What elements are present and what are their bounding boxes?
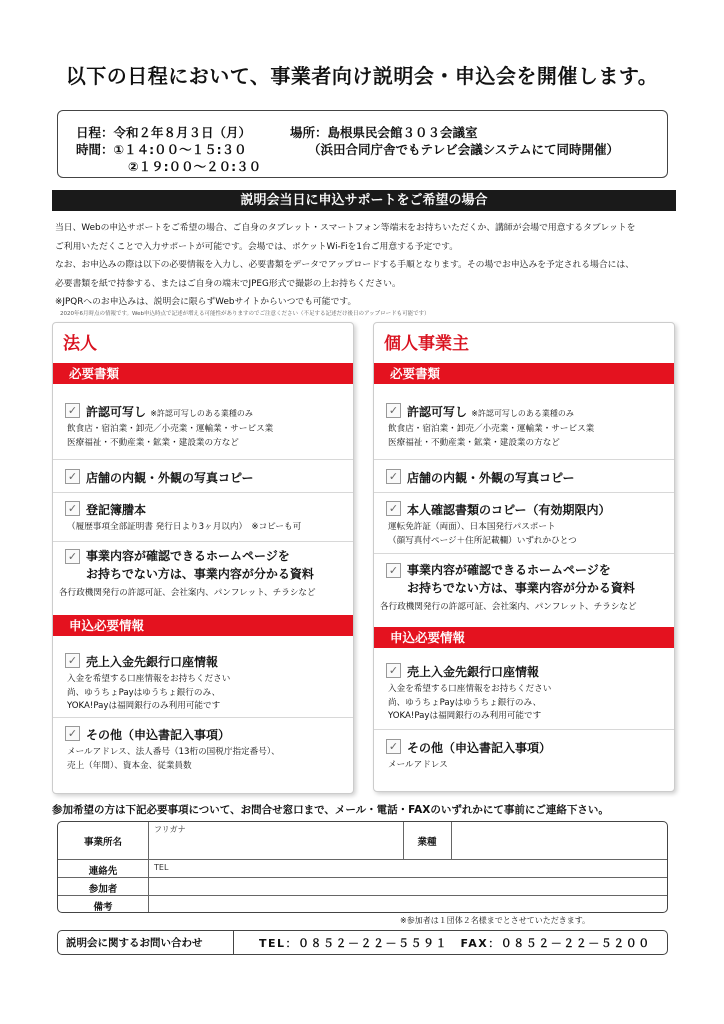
item-detail: 各行政機関発行の許認可証、会社案内、パンフレット、チラシなど bbox=[59, 588, 316, 598]
item-detail: 飲食店・宿泊業・卸売／小売業・運輸業・サービス業 bbox=[388, 424, 595, 434]
attendee-note: ※参加者は１団体２名様までとさせていただきます。 bbox=[400, 916, 591, 925]
industry-label: 業種 bbox=[417, 837, 437, 848]
item-detail: 尚、ゆうちょPayはゆうちょ銀行のみ、 bbox=[388, 697, 542, 708]
item-title: その他（申込書記入事項） bbox=[86, 728, 231, 742]
item-detail: メールアドレス、法人番号（13桁の国税庁指定番号）、 bbox=[67, 747, 280, 757]
time-slot-1: ①１４:００～１５:３０ bbox=[113, 142, 247, 157]
item-detail: YOKA!Payは福岡銀行のみ利用可能です bbox=[67, 701, 221, 711]
item-detail: （履歴事項全部証明書 発行日より3ヶ月以内） ※コピーも可 bbox=[67, 522, 302, 532]
divider bbox=[53, 541, 353, 542]
item-title-line2: お持ちでない方は、事業内容が分かる資料 bbox=[86, 567, 314, 581]
attendee-label: 参加者 bbox=[88, 884, 118, 895]
support-line: なお、お申込みの際は以下の必要情報を入力し、必要書類をデータでアップロードする手順となります。その場でお申込みを予定される場合には、 bbox=[55, 260, 635, 270]
inquiry-label: 説明会に関するお問い合わせ bbox=[66, 937, 203, 949]
item-title: その他（申込書記入事項） bbox=[407, 741, 552, 755]
registration-form bbox=[57, 821, 668, 913]
individual-title: 個人事業主 bbox=[384, 334, 469, 354]
support-heading: 説明会当日に申込サポートをご希望の場合 bbox=[52, 190, 676, 211]
item-title: 店舗の内観・外観の写真コピー bbox=[86, 471, 254, 485]
item-detail: メールアドレス bbox=[388, 760, 448, 770]
divider bbox=[58, 895, 668, 896]
item-title: 許認可写し bbox=[407, 405, 468, 419]
page-title: 以下の日程において、事業者向け説明会・申込会を開催します。 bbox=[65, 64, 659, 88]
item-title-line2: お持ちでない方は、事業内容が分かる資料 bbox=[407, 581, 635, 595]
inquiry-contact: TEL：０８５２－２２－５５９１ FAX：０８５２－２２－５２００ bbox=[259, 937, 651, 950]
divider bbox=[58, 859, 668, 860]
item-title: 事業内容が確認できるホームページを bbox=[407, 563, 611, 577]
corp-info-heading: 申込必要情報 bbox=[53, 615, 353, 636]
small-note: 2020年6月時点の情報です。Web申込時点で記述が増える可能性がありますのでご注意ください（不足する記述だけ後日のアップロードも可能です） bbox=[60, 311, 430, 317]
divider bbox=[374, 459, 674, 460]
individual-card bbox=[373, 322, 675, 792]
support-line: 当日、Webの申込サポートをご希望の場合、ご自身のタブレット・スマートフォン等端末をお持ちいただくか、講師が会場で用意するタブレットを bbox=[55, 223, 636, 233]
item-note: ※許認可写しのある業種のみ bbox=[150, 409, 253, 418]
place-note: （浜田合同庁舎でもテレビ会議システムにて同時開催） bbox=[308, 142, 620, 157]
support-line: ※JPQRへのお申込みは、説明会に限らずWebサイトからいつでも可能です。 bbox=[55, 297, 357, 307]
divider bbox=[148, 822, 149, 913]
schedule-date: 日程：令和２年８月３日（月） bbox=[76, 125, 252, 140]
schedule-box bbox=[57, 110, 668, 178]
checkbox-icon: ✓ bbox=[65, 469, 80, 484]
remarks-label: 備考 bbox=[93, 902, 113, 913]
item-title: 登記簿謄本 bbox=[86, 503, 147, 517]
divider bbox=[53, 459, 353, 460]
contact-label: 連絡先 bbox=[88, 866, 118, 877]
ind-docs-heading: 必要書類 bbox=[374, 363, 674, 384]
checkbox-icon: ✓ bbox=[386, 663, 401, 678]
divider bbox=[53, 717, 353, 718]
checkbox-icon: ✓ bbox=[386, 563, 401, 578]
contact-lead: 参加希望の方は下記必要事項について、お問合せ窓口まで、メール・電話・FAXのいずれかにて事前にご連絡下さい。 bbox=[52, 804, 609, 816]
ind-info-heading: 申込必要情報 bbox=[374, 627, 674, 648]
checkbox-icon: ✓ bbox=[386, 739, 401, 754]
corporation-title: 法人 bbox=[63, 334, 97, 354]
item-detail: （顔写真付ページ＋住所記載欄）いずれかひとつ bbox=[388, 535, 577, 546]
checkbox-icon: ✓ bbox=[65, 726, 80, 741]
time-slot-2: ②１９:００～２０:３０ bbox=[128, 159, 262, 174]
divider bbox=[233, 931, 234, 954]
item-detail: 入金を希望する口座情報をお持ちください bbox=[388, 684, 552, 694]
schedule-time-row bbox=[76, 141, 261, 158]
item-detail: 各行政機関発行の許認可証、会社案内、パンフレット、チラシなど bbox=[380, 602, 637, 612]
item-detail: 医療福祉・不動産業・鉱業・建設業の方など bbox=[67, 437, 239, 448]
inquiry-box bbox=[57, 930, 668, 955]
item-title: 事業内容が確認できるホームページを bbox=[86, 549, 290, 563]
divider bbox=[58, 877, 668, 878]
tel-label: TEL bbox=[154, 863, 169, 872]
divider bbox=[374, 492, 674, 493]
support-line: 必要書類を紙で持参する、またはご自身の端末でJPEG形式で撮影の上お持ちください。 bbox=[55, 278, 401, 289]
item-detail: 運転免許証（両面）、日本国発行パスポート bbox=[388, 522, 556, 532]
item-detail: 飲食店・宿泊業・卸売／小売業・運輸業・サービス業 bbox=[67, 424, 274, 434]
item-title: 本人確認書類のコピー（有効期限内） bbox=[407, 503, 611, 517]
item-title: 店舗の内観・外観の写真コピー bbox=[407, 471, 575, 485]
checkbox-icon: ✓ bbox=[65, 653, 80, 668]
item-detail: 医療福祉・不動産業・鉱業・建設業の方など bbox=[388, 437, 560, 448]
item-detail: 入金を希望する口座情報をお持ちください bbox=[67, 674, 231, 684]
schedule-datetime bbox=[76, 124, 261, 175]
corporation-card bbox=[52, 322, 354, 794]
support-text bbox=[55, 219, 680, 312]
item-title: 許認可写し bbox=[86, 405, 147, 419]
checkbox-icon: ✓ bbox=[386, 403, 401, 418]
business-name-label: 事業所名 bbox=[83, 837, 122, 848]
item-detail: 尚、ゆうちょPayはゆうちょ銀行のみ、 bbox=[67, 687, 221, 698]
item-title: 売上入金先銀行口座情報 bbox=[407, 665, 540, 679]
checkbox-icon: ✓ bbox=[65, 403, 80, 418]
divider bbox=[53, 492, 353, 493]
time-label: 時間： bbox=[76, 142, 114, 157]
checkbox-icon: ✓ bbox=[65, 549, 80, 564]
support-line: ご利用いただくことで入力サポートが可能です。会場では、ポケットWi-Fiを1台ご用意する予定です。 bbox=[55, 241, 459, 252]
divider bbox=[374, 729, 674, 730]
item-note: ※許認可写しのある業種のみ bbox=[471, 409, 574, 418]
divider bbox=[374, 553, 674, 554]
item-detail: 売上（年間）、資本金、従業員数 bbox=[67, 760, 192, 771]
place-name: 場所：島根県民会館３０３会議室 bbox=[290, 125, 478, 140]
divider bbox=[451, 822, 452, 859]
schedule-place bbox=[290, 124, 619, 158]
checkbox-icon: ✓ bbox=[386, 469, 401, 484]
corp-docs-heading: 必要書類 bbox=[53, 363, 353, 384]
item-title: 売上入金先銀行口座情報 bbox=[86, 655, 219, 669]
checkbox-icon: ✓ bbox=[65, 501, 80, 516]
checkbox-icon: ✓ bbox=[386, 501, 401, 516]
item-detail: YOKA!Payは福岡銀行のみ利用可能です bbox=[388, 711, 542, 721]
furigana-label: フリガナ bbox=[154, 825, 186, 834]
